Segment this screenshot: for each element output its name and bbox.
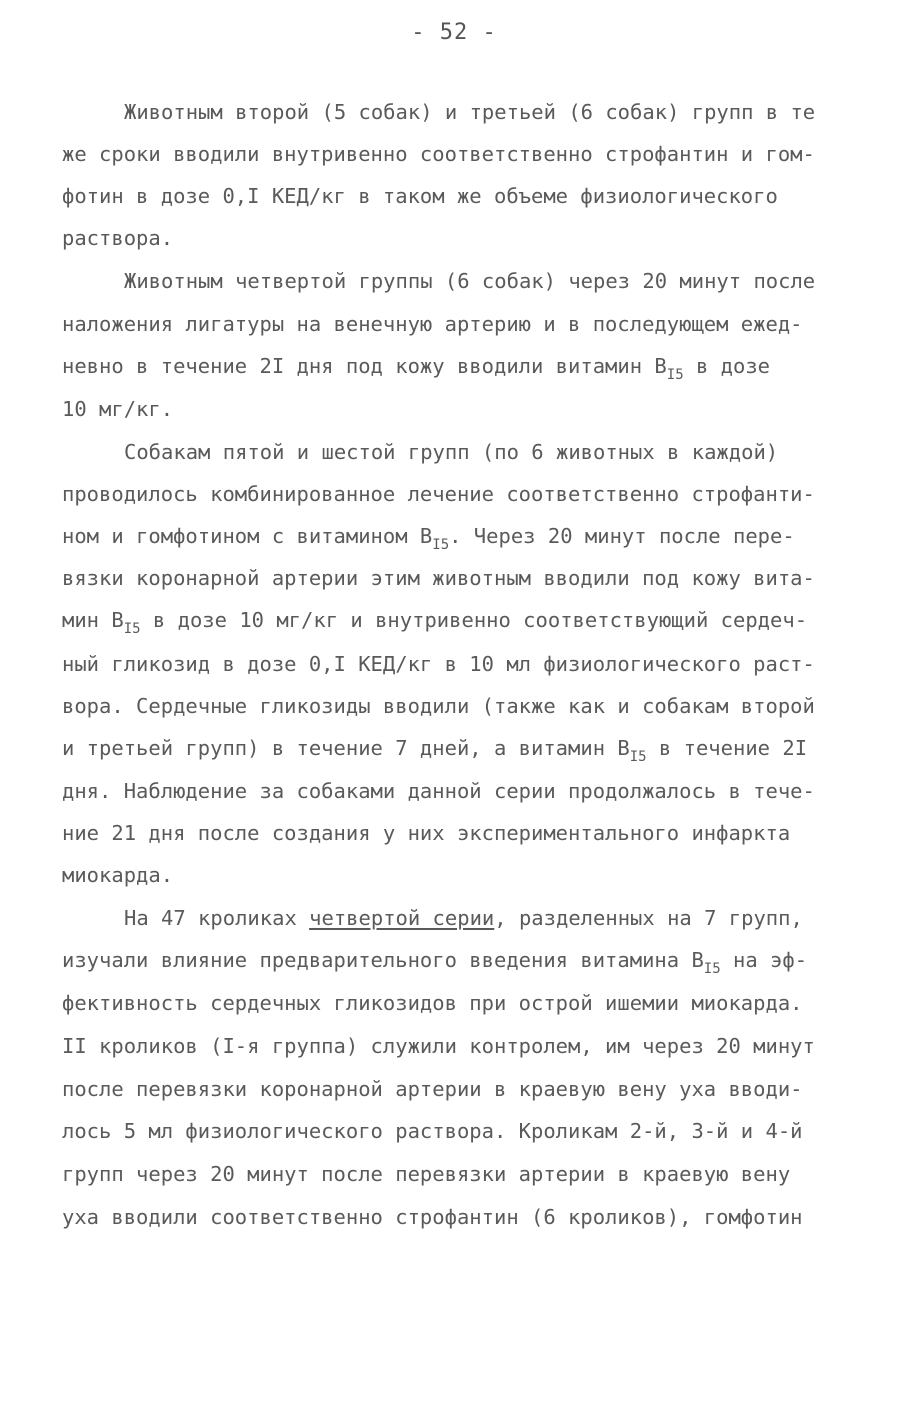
line-text: На 47 кроликах — [124, 906, 310, 930]
underlined-text: четвертой серии — [309, 906, 495, 930]
subscript: I5 — [666, 367, 684, 383]
text-line — [62, 946, 807, 977]
text-line — [62, 606, 807, 637]
text-line: дня. Наблюдение за собаками данной серии продолжалось в тече- — [62, 779, 815, 803]
line-text: на эф- — [720, 948, 808, 972]
subscript: I5 — [432, 537, 450, 553]
line-text: , разделенных на 7 групп, — [494, 906, 803, 930]
subscript: I5 — [123, 621, 141, 637]
text-line: после перевязки коронарной артерии в краевую вену уха вводи- — [62, 1077, 803, 1101]
line-text: в дозе — [683, 354, 771, 378]
text-line: групп через 20 минут после перевязки артерии в краевую вену — [62, 1162, 791, 1186]
line-text: . Через 20 минут после пере- — [449, 524, 795, 548]
text-line: раствора. — [62, 226, 174, 250]
text-line: Собакам пятой и шестой групп (по 6 животных в каждой) — [124, 440, 779, 464]
text-line — [62, 352, 770, 383]
line-text: и третьей групп) в течение 7 дней, а витамин B — [62, 736, 630, 760]
text-line: вора. Сердечные гликозиды вводили (также как и собакам второй — [62, 694, 815, 718]
text-line: вязки коронарной артерии этим животным вводили под кожу вита- — [62, 566, 815, 590]
text-line: ние 21 дня после создания у них экспериментального инфаркта — [62, 821, 791, 845]
text-line: фективность сердечных гликозидов при острой ишемии миокарда. — [62, 991, 803, 1015]
text-line: фотин в дозе 0,I КЕД/кг в таком же объеме физиологического — [62, 184, 778, 208]
line-text: мин B — [62, 608, 124, 632]
text-line: проводилось комбинированное лечение соответственно строфанти- — [62, 482, 815, 506]
line-text: в дозе 10 мг/кг и внутривенно соответствующий сердеч- — [140, 608, 808, 632]
line-text: невно в течение 2I дня под кожу вводили витамин B — [62, 354, 667, 378]
text-line: 10 мг/кг. — [62, 397, 174, 421]
text-line — [62, 734, 807, 765]
page-number: - 52 - — [411, 20, 497, 45]
line-text: в течение 2I — [646, 736, 808, 760]
text-line — [62, 522, 795, 553]
text-line: уха вводили соответственно строфантин (6 кроликов), гомфотин — [62, 1205, 803, 1229]
text-line: Животным второй (5 собак) и третьей (6 собак) групп в те — [124, 100, 816, 124]
text-line: II кроликов (I-я группа) служили контролем, им через 20 минут — [62, 1034, 815, 1058]
subscript: I5 — [703, 961, 721, 977]
subscript: I5 — [629, 749, 647, 765]
text-line: ный гликозид в дозе 0,I КЕД/кг в 10 мл физиологического раст- — [62, 652, 815, 676]
text-line: миокарда. — [62, 863, 174, 887]
text-line: же сроки вводили внутривенно соответственно строфантин и гом- — [62, 142, 815, 166]
line-text: ном и гомфотином с витамином B — [62, 524, 433, 548]
text-line: наложения лигатуры на венечную артерию и в последующем ежед- — [62, 312, 803, 336]
text-line: лось 5 мл физиологического раствора. Кроликам 2-й, 3-й и 4-й — [62, 1119, 803, 1143]
line-text: изучали влияние предварительного введения витамина B — [62, 948, 704, 972]
text-line — [124, 904, 803, 932]
text-line: Животным четвертой группы (6 собак) через 20 минут после — [124, 269, 816, 293]
